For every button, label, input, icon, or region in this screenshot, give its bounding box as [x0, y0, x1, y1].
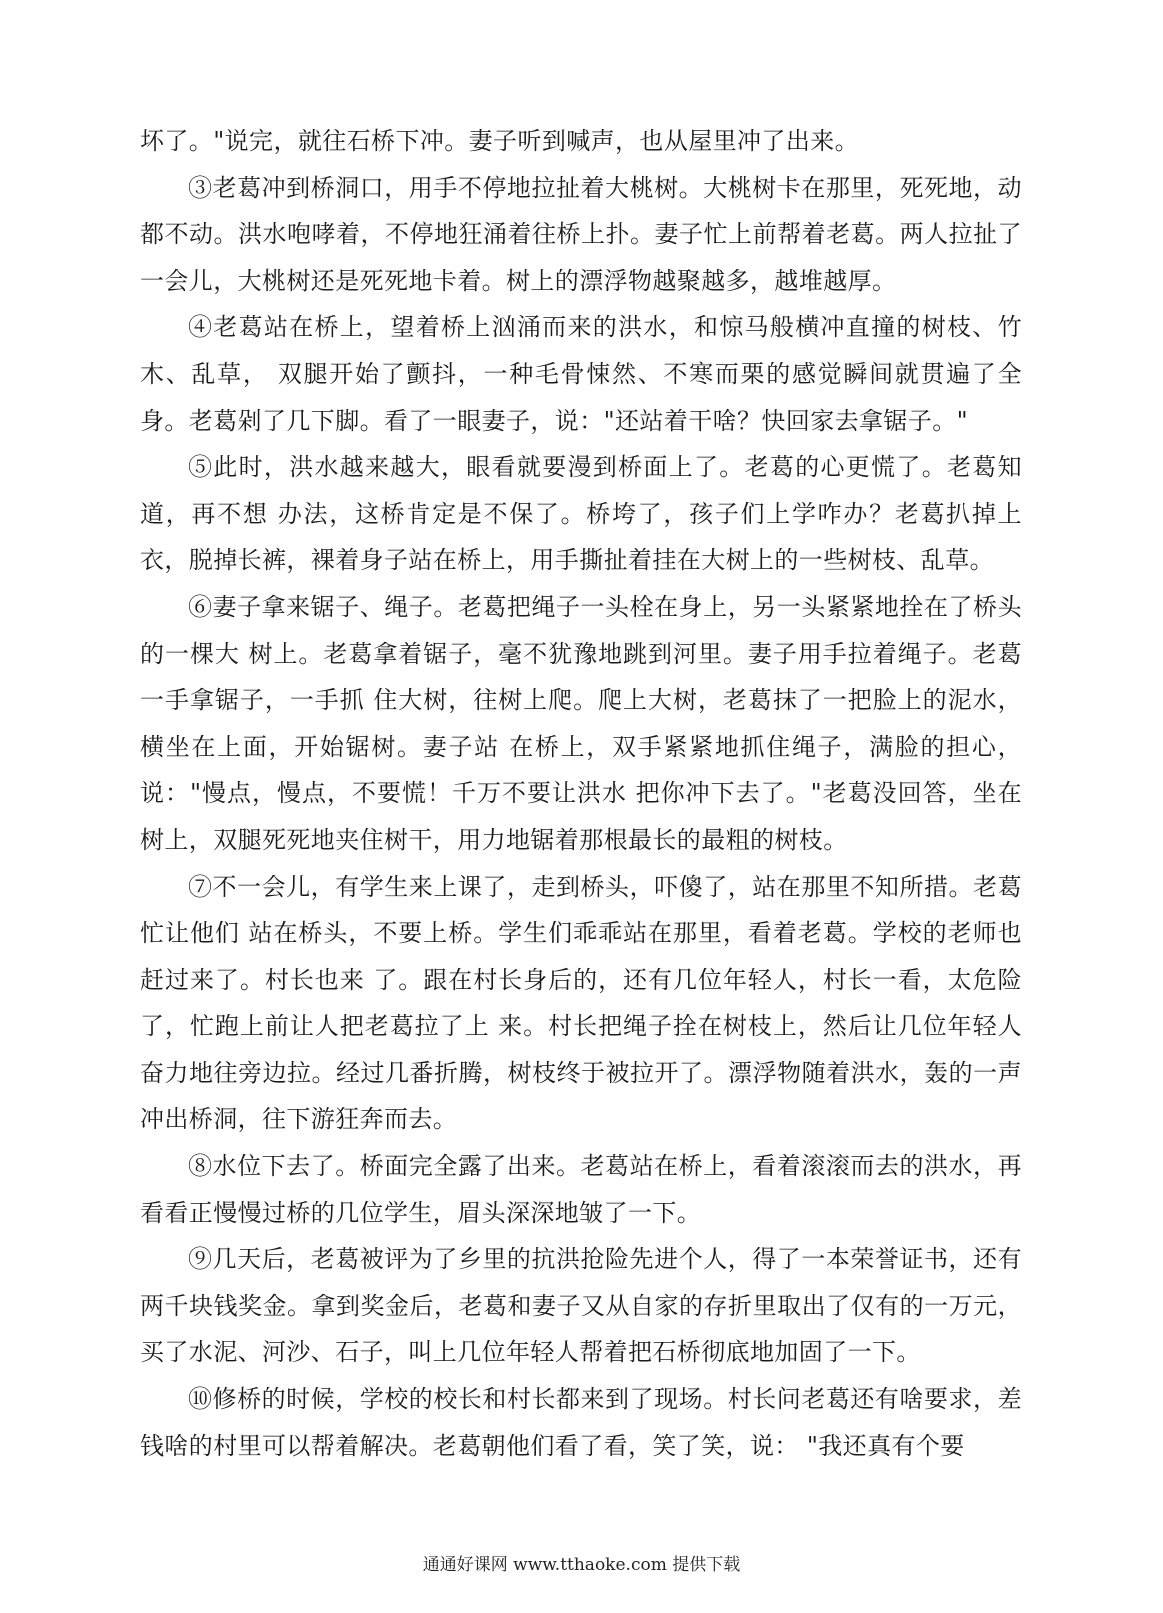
paragraph-1: 坏了。"说完，就往石桥下冲。妻子听到喊声，也从屋里冲了出来。: [140, 127, 860, 155]
paragraph-8: ⑧水位下去了。桥面完全露了出来。老葛站在桥上，看着滚滚而去的洪水，再看看正慢慢过桥的几位学生，眉头深深地皱了一下。: [140, 1152, 1022, 1227]
document-body: [140, 118, 1022, 1469]
paragraph-9: ⑨几天后，老葛被评为了乡里的抗洪抢险先进个人，得了一本荣誉证书，还有两千块钱奖金。拿到奖金后，老葛和妻子又从自家的存折里取出了仅有的一万元，买了水泥、河沙、石子，叫上几位年轻人帮着把石桥彻底地加固了一下。: [140, 1245, 1022, 1367]
page-footer: 通通好课网 www.tthaoke.com 提供下载: [422, 1555, 741, 1575]
paragraph-4: ④老葛站在桥上，望着桥上汹涌而来的洪水，和惊马般横冲直撞的树枝、竹木、乱草， 双腿开始了颤抖，一种毛骨悚然、不寒而栗的感觉瞬间就贯遍了全身。老葛剁了几下脚。看了一眼妻子，说："还站着干啥？快回家去拿锯子。": [140, 313, 1022, 435]
paragraph-7: ⑦不一会儿，有学生来上课了，走到桥头，吓傻了，站在那里不知所措。老葛忙让他们 站在桥头，不要上桥。学生们乖乖站在那里，看着老葛。学校的老师也赶过来了。村长也来 了。跟在村长身后的，还有几位年轻人，村长一看，太危险了，忙跑上前让人把老葛拉了上 来。村长把绳子拴在树枝上，然后让几位年轻人奋力地往旁边拉。经过几番折腾，树枝终于被拉开了。漂浮物随着洪水，轰的一声冲出桥洞，往下游狂奔而去。: [140, 872, 1022, 1134]
paragraph-6: ⑥妻子拿来锯子、绳子。老葛把绳子一头栓在身上，另一头紧紧地拴在了桥头的一棵大 树上。老葛拿着锯子，毫不犹豫地跳到河里。妻子用手拉着绳子。老葛一手拿锯子，一手抓 住大树，往树上爬。爬上大树，老葛抹了一把脸上的泥水，横坐在上面，开始锯树。妻子站 在桥上，双手紧紧地抓住绳子，满脸的担心，说："慢点，慢点，不要慌！千万不要让洪水 把你冲下去了。"老葛没回答，坐在树上，双腿死死地夹住树干，用力地锯着那根最长的最粗的树枝。: [140, 592, 1022, 854]
paragraph-5: ⑤此时，洪水越来越大，眼看就要漫到桥面上了。老葛的心更慌了。老葛知道，再不想 办法，这桥肯定是不保了。桥垮了，孩子们上学咋办？老葛扒掉上衣，脱掉长裤，裸着身子站在桥上，用手撕扯着挂在大树上的一些树枝、乱草。: [140, 453, 1022, 575]
paragraph-10: ⑩修桥的时候，学校的校长和村长都来到了现场。村长问老葛还有啥要求，差钱啥的村里可以帮着解决。老葛朝他们看了看，笑了笑，说： "我还真有个要: [140, 1385, 1022, 1460]
paragraph-3: ③老葛冲到桥洞口，用手不停地拉扯着大桃树。大桃树卡在那里，死死地，动都不动。洪水咆哮着，不停地狂涌着往桥上扑。妻子忙上前帮着老葛。两人拉扯了一会儿，大桃树还是死死地卡着。树上的漂浮物越聚越多，越堆越厚。: [140, 173, 1022, 295]
